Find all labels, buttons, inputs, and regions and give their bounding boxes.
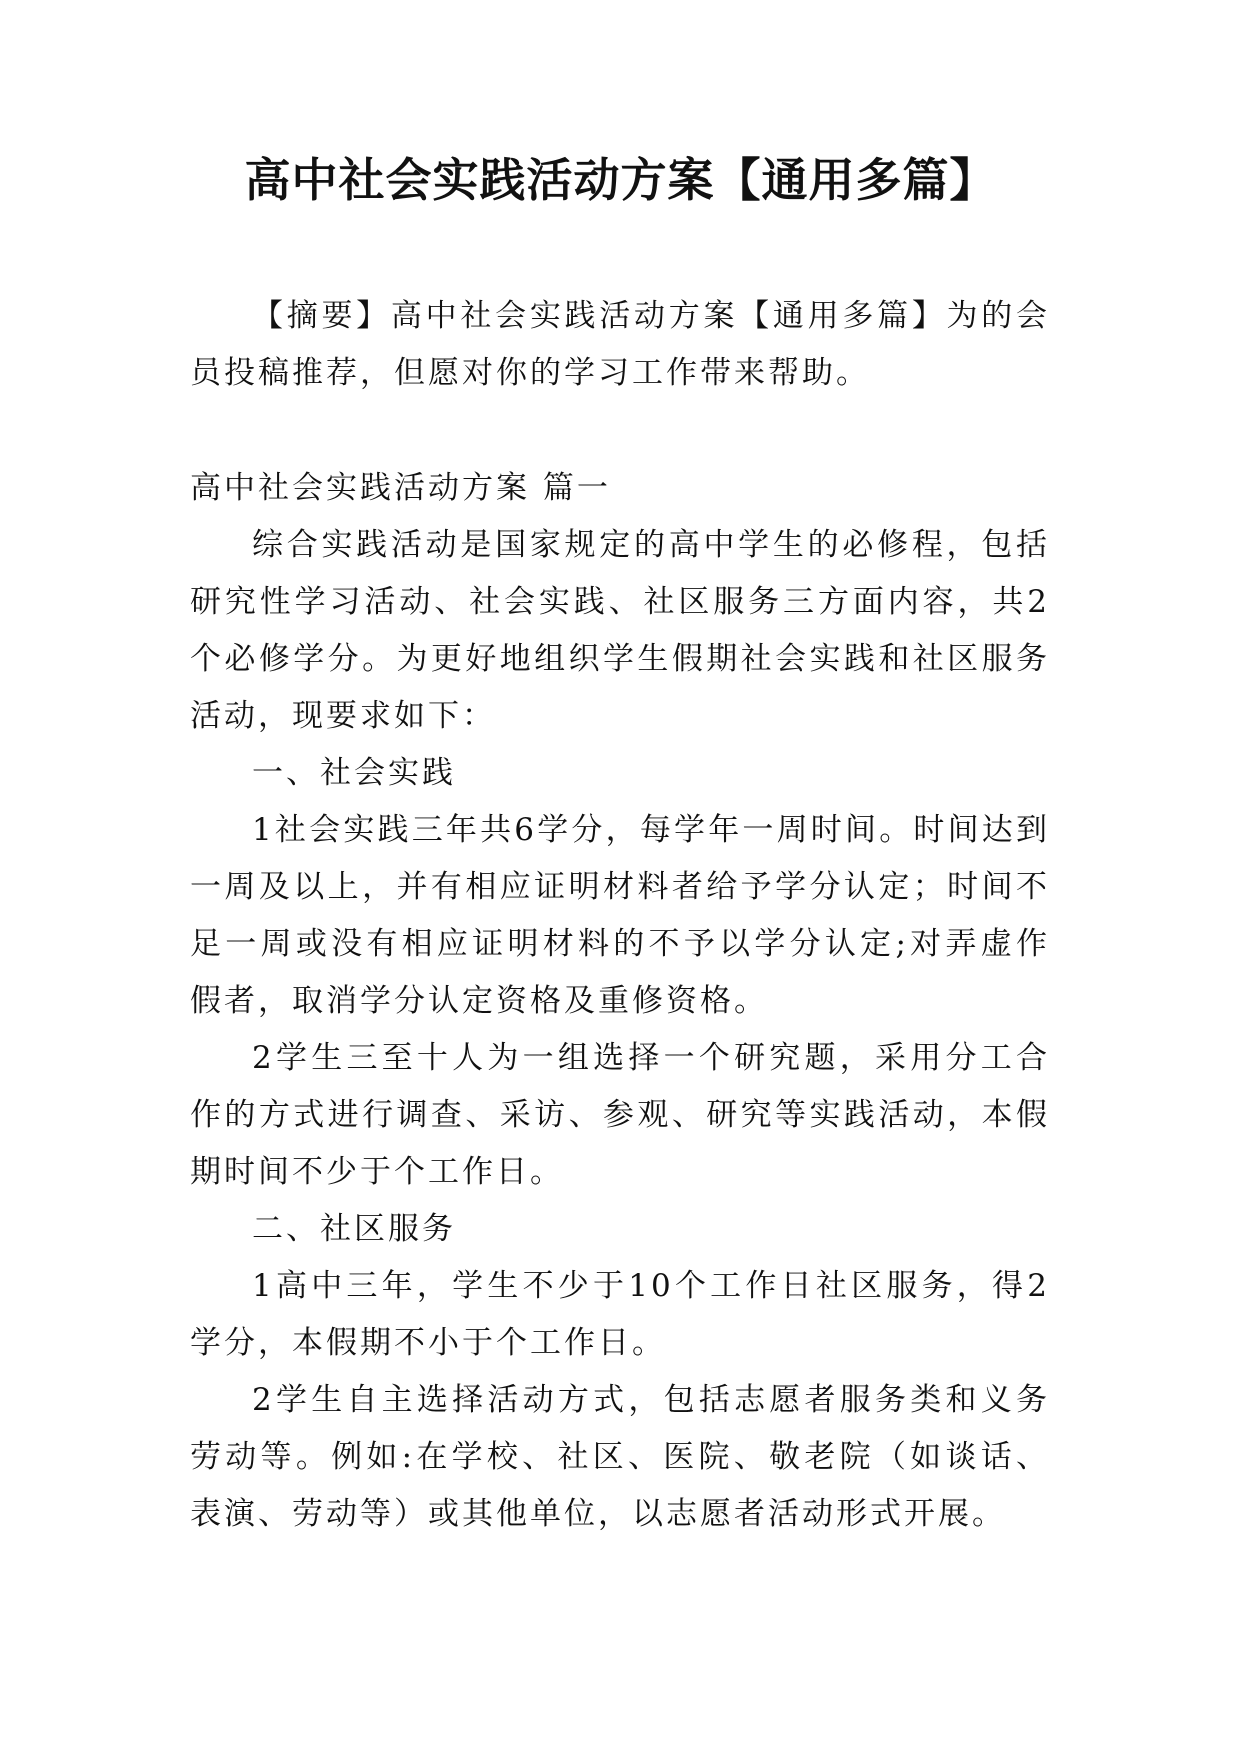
intro-paragraph: 综合实践活动是国家规定的高中学生的必修程，包括研究性学习活动、社会实践、社区服务三方面内容，共2个必修学分。为更好地组织学生假期社会实践和社区服务活动，现要求如下： — [190, 527, 1050, 734]
paragraph-service-1: 1高中三年，学生不少于10个工作日社区服务，得2学分，本假期不小于个工作日。 — [190, 1268, 1050, 1361]
section-title: 高中社会实践活动方案 篇一 — [190, 470, 611, 506]
paragraph-practice-1: 1社会实践三年共6学分，每学年一周时间。时间达到一周及以上，并有相应证明材料者给予学分认定；时间不足一周或没有相应证明材料的不予以学分认定;对弄虚作假者，取消学分认定资格及重修资格。 — [190, 812, 1050, 1019]
paragraph-service-2: 2学生自主选择活动方式，包括志愿者服务类和义务劳动等。例如:在学校、社区、医院、敬老院（如谈话、表演、劳动等）或其他单位，以志愿者活动形式开展。 — [190, 1382, 1050, 1532]
abstract-paragraph: 【摘要】高中社会实践活动方案【通用多篇】为的会员投稿推荐，但愿对你的学习工作带来帮助。 — [190, 298, 1050, 391]
paragraph-practice-2: 2学生三至十人为一组选择一个研究题，采用分工合作的方式进行调查、采访、参观、研究等实践活动，本假期时间不少于个工作日。 — [190, 1040, 1050, 1190]
document-title: 高中社会实践活动方案【通用多篇】 — [244, 153, 997, 207]
subheading-social-practice: 一、社会实践 — [252, 755, 456, 791]
content-block — [190, 460, 1050, 1543]
subheading-community-service: 二、社区服务 — [252, 1211, 456, 1247]
abstract-block — [190, 288, 1050, 402]
